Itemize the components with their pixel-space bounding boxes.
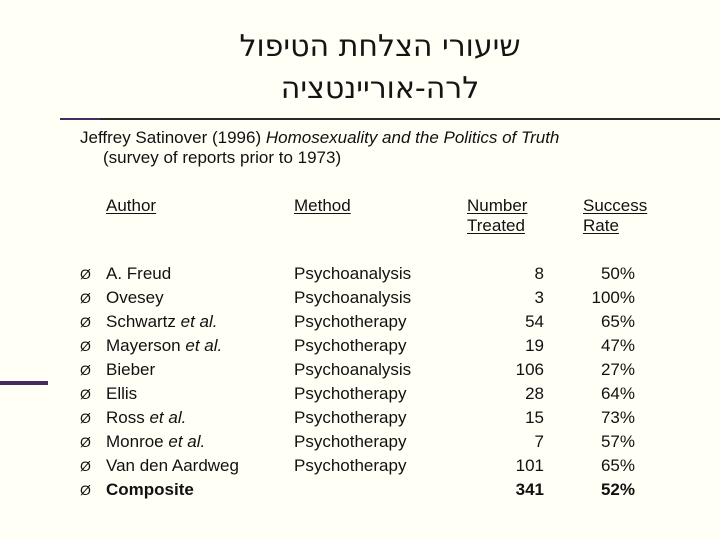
citation-book-title: Homosexuality and the Politics of Truth: [265, 128, 560, 147]
table-row: [0, 406, 720, 430]
arrow-bullet-icon: Ø: [80, 482, 91, 498]
row-number: 7: [534, 432, 544, 451]
row-method: Psychotherapy: [294, 384, 407, 403]
row-number: 3: [534, 288, 544, 307]
arrow-bullet-icon: Ø: [80, 410, 91, 426]
title-line-1: שיעורי הצלחת הטיפול: [239, 29, 521, 64]
row-number: 101: [515, 456, 544, 475]
row-rate: 52%: [600, 480, 635, 499]
row-rate: 65%: [600, 456, 635, 475]
table-row: [0, 310, 720, 334]
row-author: Composite: [106, 480, 194, 499]
row-method: Psychotherapy: [294, 312, 407, 331]
row-rate: 100%: [591, 288, 635, 307]
arrow-bullet-icon: Ø: [80, 266, 91, 282]
row-rate: 57%: [600, 432, 635, 451]
row-number: 8: [534, 264, 544, 283]
row-number: 341: [515, 480, 544, 499]
table-row: [0, 454, 720, 478]
header-rate-line2: Rate: [583, 216, 619, 235]
header-rate-line1: Success: [583, 196, 648, 215]
row-rate: 47%: [600, 336, 635, 355]
row-rate: 64%: [600, 384, 635, 403]
table-row: [0, 358, 720, 382]
row-author: A. Freud: [106, 264, 172, 283]
header-number-line2: Treated: [467, 216, 525, 235]
table-row-composite: [0, 478, 720, 502]
row-number: 19: [525, 336, 544, 355]
row-number: 15: [525, 408, 544, 427]
arrow-bullet-icon: Ø: [80, 434, 91, 450]
row-method: Psychotherapy: [294, 408, 407, 427]
row-author: Ovesey: [106, 288, 164, 307]
arrow-bullet-icon: Ø: [80, 458, 91, 474]
title-divider: [60, 118, 720, 120]
citation-note: (survey of reports prior to 1973): [103, 148, 342, 167]
data-table: [0, 262, 720, 502]
row-number: 106: [515, 360, 544, 379]
arrow-bullet-icon: Ø: [80, 314, 91, 330]
arrow-bullet-icon: Ø: [80, 338, 91, 354]
row-rate: 50%: [600, 264, 635, 283]
header-method-label: Method: [294, 196, 351, 215]
table-row: [0, 382, 720, 406]
row-method: Psychoanalysis: [294, 264, 412, 283]
row-author: Mayerson et al.: [106, 336, 223, 355]
citation-author-year: Jeffrey Satinover (1996): [80, 128, 266, 147]
arrow-bullet-icon: Ø: [80, 386, 91, 402]
row-method: Psychotherapy: [294, 336, 407, 355]
row-author: Schwartz et al.: [106, 312, 218, 331]
row-method: Psychotherapy: [294, 456, 407, 475]
header-number-line1: Number: [467, 196, 528, 215]
row-method: Psychotherapy: [294, 432, 407, 451]
row-method: Psychoanalysis: [294, 288, 412, 307]
header-author: [106, 196, 156, 216]
citation: [80, 128, 710, 168]
row-author: Bieber: [106, 360, 156, 379]
row-author: Ellis: [106, 384, 138, 403]
table-row: [0, 430, 720, 454]
header-success-rate: [583, 196, 647, 236]
table-row: [0, 286, 720, 310]
slide-title: [60, 26, 700, 110]
title-divider-accent: [60, 118, 100, 120]
row-rate: 27%: [600, 360, 635, 379]
title-line-2: לרה-אוריינטציה: [280, 71, 480, 106]
row-rate: 73%: [600, 408, 635, 427]
header-author-label: Author: [106, 196, 157, 215]
row-author: Ross et al.: [106, 408, 187, 427]
row-method: Psychoanalysis: [294, 360, 412, 379]
arrow-bullet-icon: Ø: [80, 290, 91, 306]
header-method: [294, 196, 351, 216]
arrow-bullet-icon: Ø: [80, 362, 91, 378]
row-author: Monroe et al.: [106, 432, 206, 451]
table-row: [0, 334, 720, 358]
table-row: [0, 262, 720, 286]
row-author: Van den Aardweg: [106, 456, 239, 475]
row-number: 28: [525, 384, 544, 403]
row-number: 54: [525, 312, 544, 331]
header-number-treated: [467, 196, 527, 236]
row-rate: 65%: [600, 312, 635, 331]
